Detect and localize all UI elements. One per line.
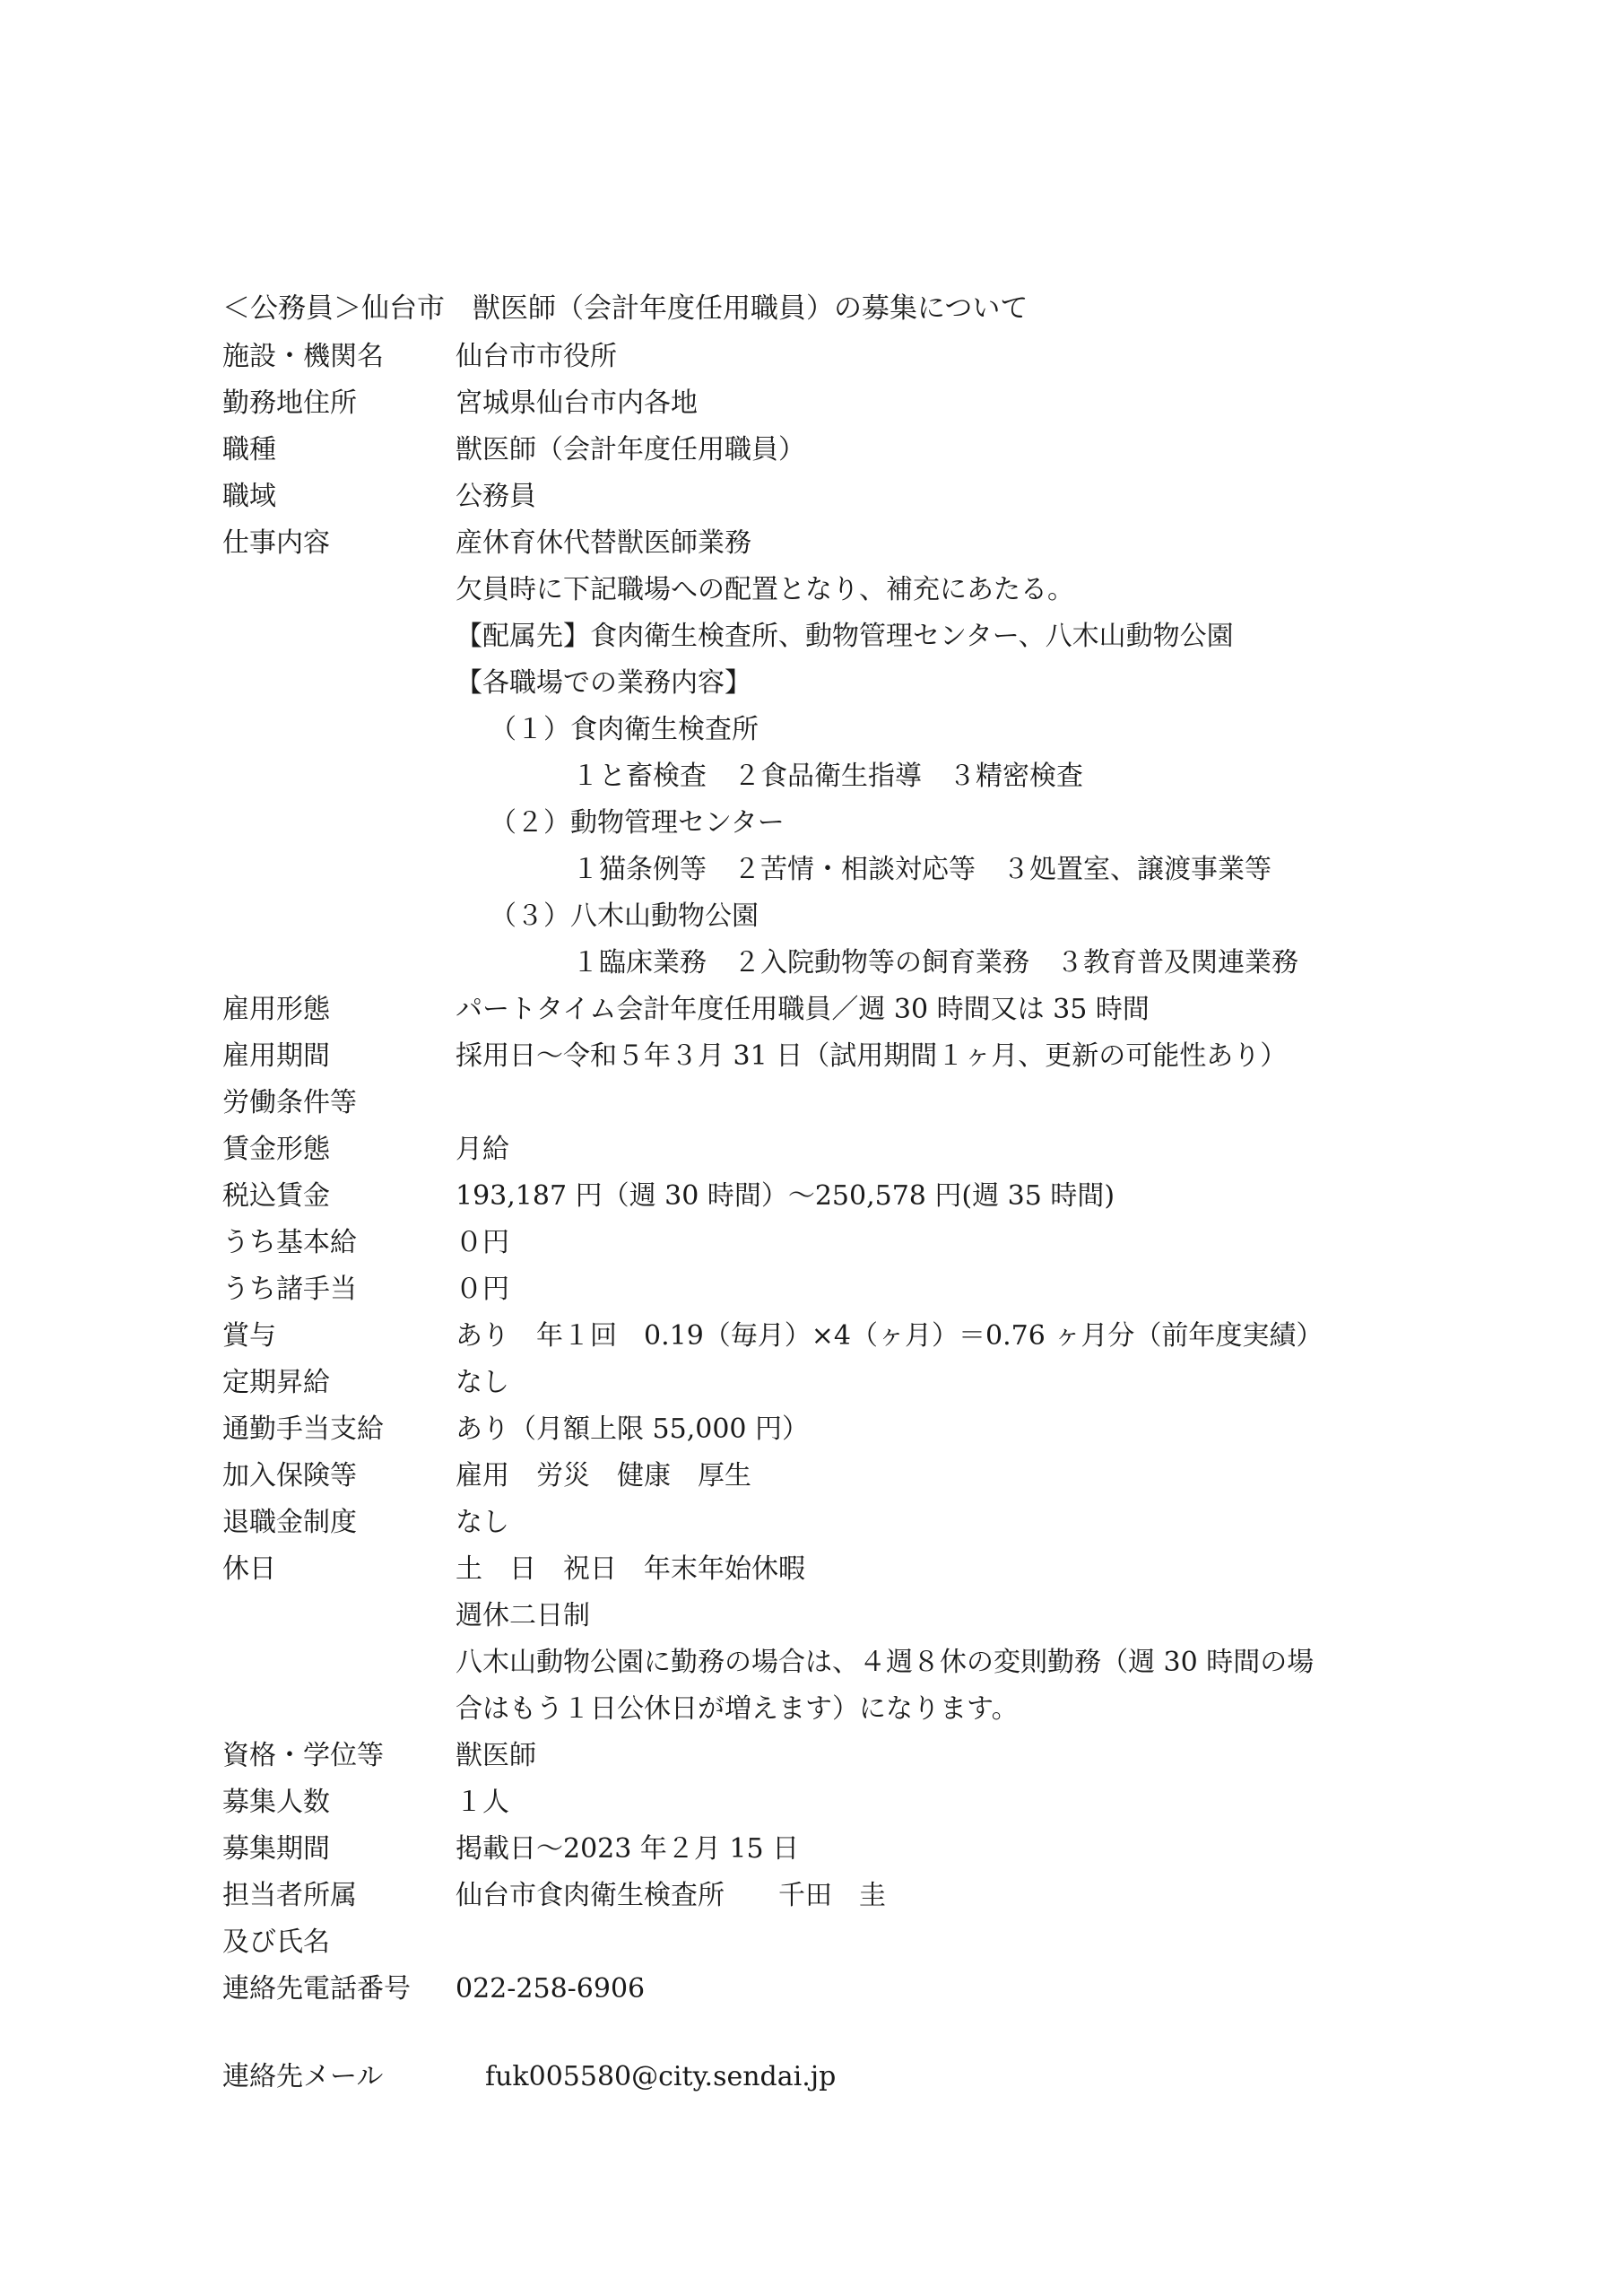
field-label: 資格・学位等 xyxy=(222,1740,384,1771)
field-value: ０円 xyxy=(456,1274,509,1305)
field-row-address xyxy=(222,380,698,427)
field-label: 仕事内容 xyxy=(222,527,330,559)
field-label: 職域 xyxy=(222,481,276,512)
field-label: 雇用期間 xyxy=(222,1040,330,1072)
holiday-detail-line: 八木山動物公園に勤務の場合は、４週８休の変則勤務（週 30 時間の場 xyxy=(456,1647,1315,1678)
field-label: 担当者所属 xyxy=(222,1880,357,1911)
holiday-detail-line: 合はもう１日公休日が増えます）になります。 xyxy=(456,1693,1019,1725)
field-row-base-salary xyxy=(222,1220,509,1266)
field-value: あり 年１回 0.19（毎月）×4（ヶ月）＝0.76 ヶ月分（前年度実績） xyxy=(456,1320,1324,1352)
field-value: なし xyxy=(456,1367,509,1398)
field-value: １人 xyxy=(456,1787,509,1818)
field-label: 及び氏名 xyxy=(222,1926,330,1958)
field-row-job-domain xyxy=(222,474,536,520)
field-row-recruitment-period xyxy=(222,1826,800,1873)
field-label: 退職金制度 xyxy=(222,1507,357,1538)
field-label: 労働条件等 xyxy=(222,1087,357,1118)
field-row-job-content xyxy=(222,520,751,567)
workplace-tasks: １と畜検査 ２食品衛生指導 ３精密検査 xyxy=(572,761,1083,792)
field-value: パートタイム会計年度任用職員／週 30 時間又は 35 時間 xyxy=(456,994,1150,1025)
field-row-employment-period xyxy=(222,1033,1288,1080)
field-value: 月給 xyxy=(456,1134,509,1165)
holiday-detail-line: 週休二日制 xyxy=(456,1600,590,1631)
field-row-bonus xyxy=(222,1313,1324,1360)
field-label: 賞与 xyxy=(222,1320,276,1352)
job-detail-line: 【配属先】食肉衛生検査所、動物管理センター、八木山動物公園 xyxy=(456,621,1234,652)
job-detail-line: 【各職場での業務内容】 xyxy=(456,667,751,699)
workplace-tasks: １臨床業務 ２入院動物等の飼育業務 ３教育普及関連業務 xyxy=(572,947,1298,978)
field-value: 掲載日～2023 年２月 15 日 xyxy=(456,1833,800,1865)
field-label: うち基本給 xyxy=(222,1227,357,1258)
email-address: fuk005580@city.sendai.jp xyxy=(485,2061,837,2092)
field-label: 休日 xyxy=(222,1553,276,1585)
field-value: 土 日 祝日 年末年始休暇 xyxy=(456,1553,805,1585)
workplace-tasks: １猫条例等 ２苦情・相談対応等 ３処置室、譲渡事業等 xyxy=(572,854,1271,885)
document-title: ＜公務員＞仙台市 獣医師（会計年度任用職員）の募集について xyxy=(222,292,1028,325)
email-label: 連絡先メール xyxy=(222,2061,384,2092)
field-label: 賃金形態 xyxy=(222,1134,330,1165)
field-label: 職種 xyxy=(222,434,276,465)
workplace-title: （２）動物管理センター xyxy=(490,807,785,839)
field-row-pay-raise xyxy=(222,1360,509,1406)
field-value: 仙台市市役所 xyxy=(456,341,617,372)
field-row-commute-allowance xyxy=(222,1406,810,1453)
field-row-working-conditions xyxy=(222,1080,357,1126)
field-row-allowances xyxy=(222,1266,509,1313)
field-label: 施設・機関名 xyxy=(222,341,384,372)
field-row-employment-type xyxy=(222,987,1150,1033)
field-row-wage xyxy=(222,1173,1115,1220)
field-label: うち諸手当 xyxy=(222,1274,357,1305)
field-label: 募集人数 xyxy=(222,1787,330,1818)
field-label: 募集期間 xyxy=(222,1833,330,1865)
field-label: 連絡先電話番号 xyxy=(222,1973,411,2005)
field-value: 雇用 労災 健康 厚生 xyxy=(456,1460,751,1492)
field-row-insurance xyxy=(222,1453,751,1500)
field-label: 雇用形態 xyxy=(222,994,330,1025)
field-value: 公務員 xyxy=(456,481,536,512)
field-row-contact-department xyxy=(222,1873,886,1919)
workplace-title: （３）八木山動物公園 xyxy=(490,900,759,932)
field-value: 仙台市食肉衛生検査所 千田 圭 xyxy=(456,1880,886,1911)
field-value: 採用日～令和５年３月 31 日（試用期間１ヶ月、更新の可能性あり） xyxy=(456,1040,1288,1072)
field-row-contact-name xyxy=(222,1919,330,1966)
field-row-qualification xyxy=(222,1733,536,1779)
field-value: なし xyxy=(456,1507,509,1538)
field-value: 産休育休代替獣医師業務 xyxy=(456,527,751,559)
field-row-openings xyxy=(222,1779,509,1826)
field-label: 定期昇給 xyxy=(222,1367,330,1398)
field-value: 022-258-6906 xyxy=(456,1973,646,2005)
field-row-holidays xyxy=(222,1546,805,1593)
field-label: 通勤手当支給 xyxy=(222,1413,384,1445)
field-value: 獣医師 xyxy=(456,1740,536,1771)
field-label: 勤務地住所 xyxy=(222,387,357,419)
field-value: 獣医師（会計年度任用職員） xyxy=(456,434,805,465)
field-value: 宮城県仙台市内各地 xyxy=(456,387,698,419)
field-value: ０円 xyxy=(456,1227,509,1258)
field-row-wage-type xyxy=(222,1126,509,1173)
field-row-retirement xyxy=(222,1500,509,1546)
job-detail-line: 欠員時に下記職場への配置となり、補充にあたる。 xyxy=(456,574,1074,605)
field-label: 税込賃金 xyxy=(222,1180,330,1212)
field-row-phone xyxy=(222,1966,646,2013)
field-label: 加入保険等 xyxy=(222,1460,357,1492)
workplace-title: （１）食肉衛生検査所 xyxy=(490,714,759,745)
field-row-facility xyxy=(222,334,617,380)
field-value: 193,187 円（週 30 時間）～250,578 円(週 35 時間) xyxy=(456,1180,1115,1212)
field-row-job-type xyxy=(222,427,805,474)
field-value: あり（月額上限 55,000 円） xyxy=(456,1413,810,1445)
